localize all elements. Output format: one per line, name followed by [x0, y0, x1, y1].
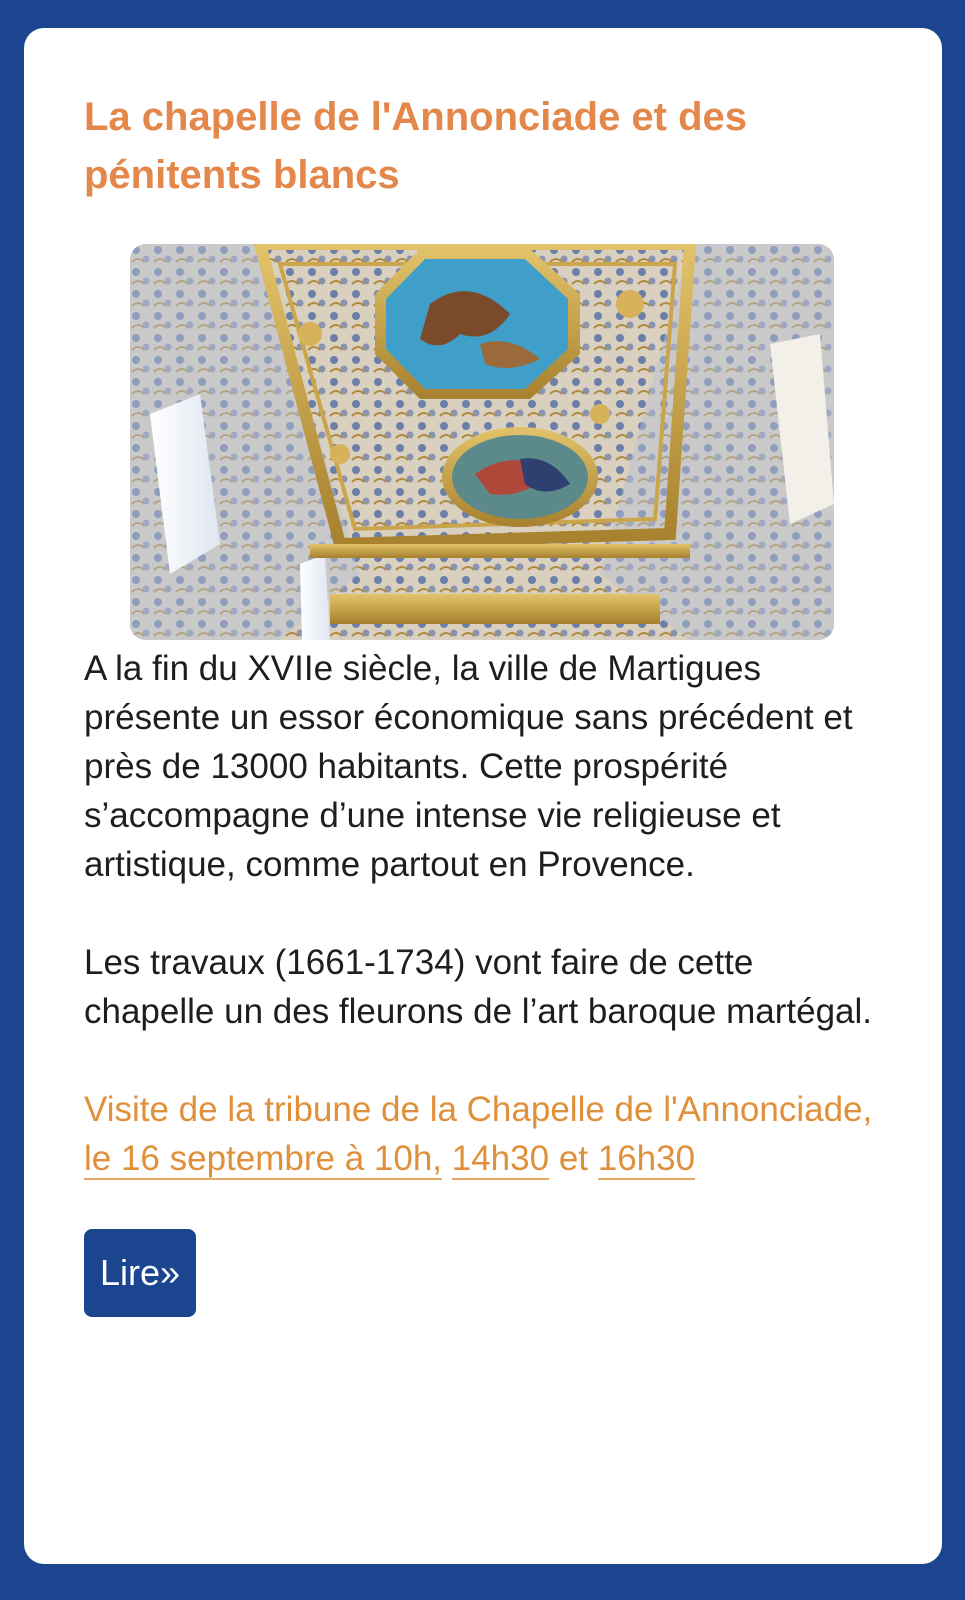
visit-separator: et [558, 1139, 589, 1178]
article-title: La chapelle de l'Annonciade et des pénitents blancs [84, 95, 748, 197]
visit-link-14h30[interactable]: 14h30 [451, 1139, 550, 1178]
read-more-button[interactable]: Lire» [84, 1229, 196, 1317]
article-card [24, 28, 942, 1564]
intro-paragraph: A la fin du XVIIe siècle, la ville de Martigues présente un essor économique sans précédent et près de 13000 habitants. Cette prospérité s’accompagne d’une intense vie religieuse et artistique, comme partout en Provence. [84, 649, 853, 884]
visit-link-16h30[interactable]: 16h30 [597, 1139, 696, 1178]
chapel-ceiling-illustration [130, 244, 834, 640]
visit-info [84, 1085, 884, 1183]
chapel-ceiling-photo [130, 244, 834, 640]
works-paragraph: Les travaux (1661-1734) vont faire de cette chapelle un des fleurons de l’art baroque martégal. [84, 943, 872, 1031]
visit-intro: Visite de la tribune de la Chapelle de l'Annonciade, [84, 1090, 873, 1129]
visit-link-16-septembre-10h[interactable]: le 16 septembre à 10h, [84, 1139, 443, 1178]
